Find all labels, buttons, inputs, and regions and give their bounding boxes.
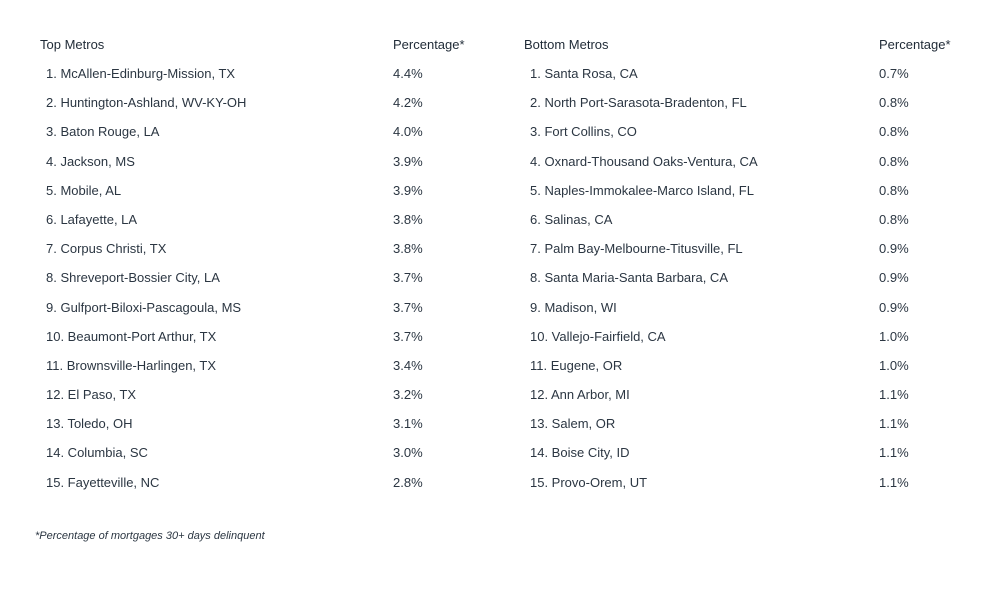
metro-delinquency-table (40, 34, 960, 497)
bottom-metro-name: 4. Oxnard-Thousand Oaks-Ventura, CA (530, 153, 758, 169)
top-metro-name: 8. Shreveport-Bossier City, LA (46, 270, 220, 286)
bottom-metro-percentage: 0.8% (879, 95, 909, 111)
top-metro-percentage: 3.9% (393, 182, 423, 198)
bottom-metro-percentage: 1.1% (879, 387, 909, 403)
bottom-metro-percentage: 0.8% (879, 153, 909, 169)
top-metro-name: 5. Mobile, AL (46, 182, 122, 198)
top-metro-name: 4. Jackson, MS (46, 153, 135, 169)
bottom-metro-percentage: 1.0% (879, 357, 909, 373)
top-metro-name: 3. Baton Rouge, LA (46, 124, 160, 140)
top-metro-percentage: 3.7% (393, 299, 423, 315)
top-metro-percentage: 3.1% (393, 416, 423, 432)
bottom-metro-percentage: 0.9% (879, 270, 909, 286)
bottom-metro-name: 12. Ann Arbor, MI (530, 387, 630, 403)
bottom-metro-name: 6. Salinas, CA (530, 211, 613, 227)
bottom-metro-percentage: 1.1% (879, 474, 909, 490)
bottom-metro-name: 14. Boise City, ID (530, 445, 630, 461)
top-metro-percentage: 3.9% (393, 153, 423, 169)
top-metros-header: Top Metros (40, 37, 105, 52)
top-metro-name: 1. McAllen-Edinburg-Mission, TX (46, 66, 236, 81)
table-grid (40, 34, 960, 497)
bottom-metro-name: 15. Provo-Orem, UT (530, 474, 648, 490)
top-metro-name: 10. Beaumont-Port Arthur, TX (46, 328, 217, 344)
bottom-metro-percentage: 0.7% (879, 66, 909, 81)
top-metro-name: 6. Lafayette, LA (46, 211, 138, 227)
top-percentage-header: Percentage* (393, 37, 465, 52)
top-metro-percentage: 3.8% (393, 211, 423, 227)
bottom-metro-percentage: 0.8% (879, 124, 909, 140)
bottom-metro-name: 8. Santa Maria-Santa Barbara, CA (530, 270, 728, 286)
bottom-metro-percentage: 0.8% (879, 211, 909, 227)
bottom-metro-percentage: 0.9% (879, 241, 909, 257)
bottom-metro-name: 5. Naples-Immokalee-Marco Island, FL (530, 182, 754, 198)
bottom-metro-name: 11. Eugene, OR (530, 357, 623, 373)
top-metro-name: 15. Fayetteville, NC (46, 474, 160, 490)
top-metro-name: 14. Columbia, SC (46, 445, 148, 461)
top-metro-name: 7. Corpus Christi, TX (46, 241, 167, 257)
top-metro-name: 2. Huntington-Ashland, WV-KY-OH (46, 95, 247, 111)
bottom-percentage-header: Percentage* (879, 37, 951, 52)
bottom-metro-name: 1. Santa Rosa, CA (530, 66, 638, 81)
bottom-metro-percentage: 0.8% (879, 182, 909, 198)
top-metro-name: 12. El Paso, TX (46, 387, 137, 403)
bottom-metro-name: 10. Vallejo-Fairfield, CA (530, 328, 666, 344)
top-metro-percentage: 3.2% (393, 387, 423, 403)
bottom-metro-percentage: 0.9% (879, 299, 909, 315)
top-metro-name: 11. Brownsville-Harlingen, TX (46, 357, 217, 373)
bottom-metro-name: 7. Palm Bay-Melbourne-Titusville, FL (530, 241, 743, 257)
bottom-metro-name: 2. North Port-Sarasota-Bradenton, FL (530, 95, 747, 111)
top-metro-percentage: 4.0% (393, 124, 423, 140)
top-metro-percentage: 3.7% (393, 270, 423, 286)
bottom-metro-name: 3. Fort Collins, CO (530, 124, 637, 140)
top-metro-percentage: 4.4% (393, 66, 423, 81)
bottom-metro-percentage: 1.1% (879, 445, 909, 461)
top-metro-percentage: 3.8% (393, 241, 423, 257)
footnote: *Percentage of mortgages 30+ days delinquent (35, 530, 265, 542)
top-metro-percentage: 3.4% (393, 357, 423, 373)
bottom-metro-percentage: 1.0% (879, 328, 909, 344)
bottom-metro-percentage: 1.1% (879, 416, 909, 432)
top-metro-percentage: 3.0% (393, 445, 423, 461)
top-metro-name: 13. Toledo, OH (46, 416, 133, 432)
bottom-metros-header: Bottom Metros (524, 37, 609, 52)
bottom-metro-name: 13. Salem, OR (530, 416, 616, 432)
top-metro-percentage: 3.7% (393, 328, 423, 344)
bottom-metro-name: 9. Madison, WI (530, 299, 617, 315)
top-metro-name: 9. Gulfport-Biloxi-Pascagoula, MS (46, 299, 242, 315)
top-metro-percentage: 4.2% (393, 95, 423, 111)
top-metro-percentage: 2.8% (393, 474, 423, 490)
